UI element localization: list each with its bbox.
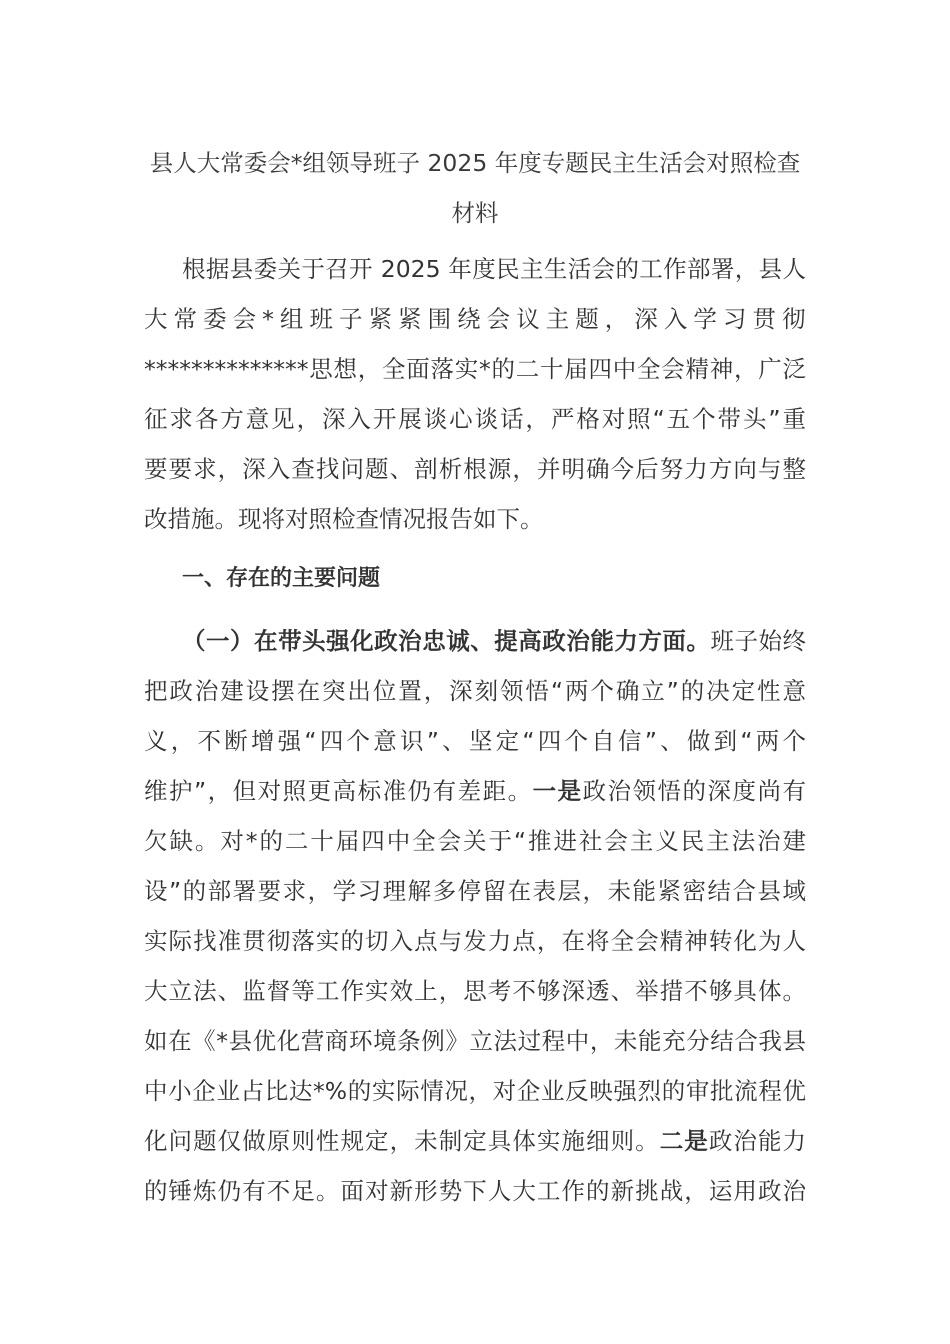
- document-page: [144, 138, 806, 1216]
- intro-paragraph: [144, 244, 806, 544]
- body-line: 中小企业占比达*%的实际情况，对企业反映强烈的审批流程优: [144, 1077, 806, 1105]
- body-line: 把政治建设摆在突出位置，深刻领悟“两个确立”的决定性意: [144, 677, 806, 705]
- section-heading: 一、存在的主要问题: [182, 566, 381, 591]
- intro-line: 要要求，深入查找问题、剖析根源，并明确今后努力方向与整: [144, 455, 806, 483]
- body-line: 实际找准贯彻落实的切入点与发力点，在将全会精神转化为人: [144, 927, 806, 955]
- body-text: 政治领悟的深度尚有: [582, 777, 807, 805]
- subsection-first-line: [144, 616, 806, 666]
- document-title: [144, 138, 806, 238]
- body-text: 政治能力: [708, 1127, 807, 1155]
- subsection-heading: （一）在带头强化政治忠诚、提高政治能力方面。: [182, 627, 711, 655]
- intro-line: 根据县委关于召开 2025 年度民主生活会的工作部署，县人: [182, 255, 806, 283]
- body-line: 义，不断增强“四个意识”、坚定“四个自信”、做到“两个: [144, 727, 806, 755]
- intro-line: 大常委会*组班子紧紧围绕会议主题，深入学习贯彻: [144, 305, 806, 333]
- intro-line: 征求各方意见，深入开展谈心谈话，严格对照“五个带头”重: [144, 405, 806, 433]
- body-text: 维护”，但对照更高标准仍有差距。: [144, 777, 533, 805]
- body-line: 欠缺。对*的二十届四中全会关于“推进社会主义民主法治建: [144, 827, 806, 855]
- subsection-text: 班子始终: [710, 627, 807, 655]
- body-text: 化问题仅做原则性规定，未制定具体实施细则。: [144, 1127, 660, 1155]
- body-line: 大立法、监督等工作实效上，思考不够深透、举措不够具体。: [144, 977, 806, 1005]
- title-line-2: 材料: [451, 199, 499, 227]
- body-line: [144, 1116, 806, 1166]
- intro-line: **************思想，全面落实*的二十届四中全会精神，广泛: [144, 355, 806, 383]
- body-line: 的锤炼仍有不足。面对新形势下人大工作的新挑战，运用政治: [144, 1177, 806, 1205]
- body-line: 设”的部署要求，学习理解多停留在表层，未能紧密结合县域: [144, 877, 806, 905]
- body-line: [144, 766, 806, 816]
- subsection-paragraph: [144, 616, 806, 1216]
- point-label-2: 二是: [659, 1127, 709, 1155]
- point-label-1: 一是: [532, 777, 583, 805]
- intro-line: 改措施。现将对照检查情况报告如下。: [144, 505, 544, 533]
- body-line: 如在《*县优化营商环境条例》立法过程中，未能充分结合我县: [144, 1027, 806, 1055]
- title-line-1: 县人大常委会*组领导班子 2025 年度专题民主生活会对照检查: [149, 149, 801, 177]
